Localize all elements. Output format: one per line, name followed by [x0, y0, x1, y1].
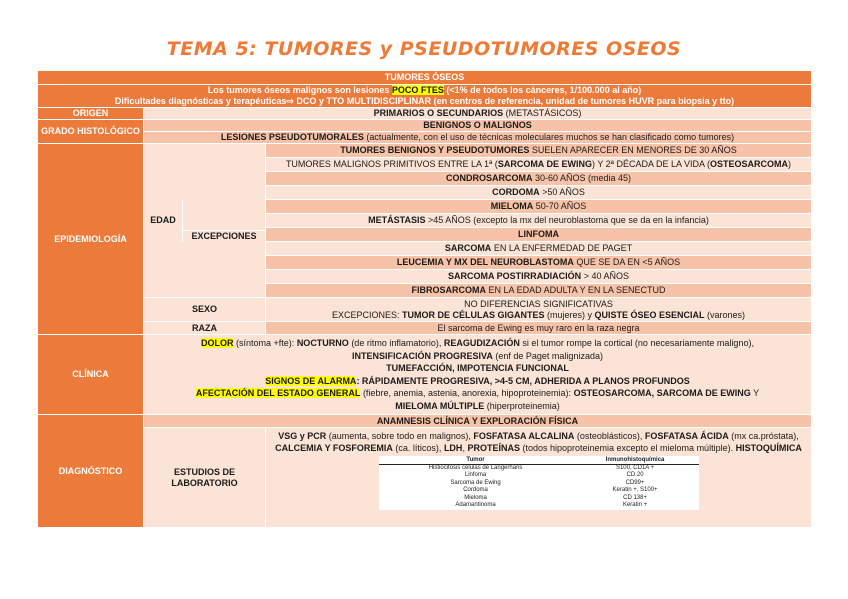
excepcion-row: SARCOMA POSTIRRADIACIÓN > 40 AÑOS — [266, 270, 812, 284]
grado-line1: BENIGNOS O MALIGNOS — [144, 120, 812, 132]
excepcion-row: LEUCEMIA Y MX DEL NEUROBLASTOMA QUE SE DA EN <5 AÑOS — [266, 256, 812, 270]
raza-label: RAZA — [144, 322, 266, 335]
excepciones-label: EXCEPCIONES — [182, 231, 265, 242]
table-row: Mieloma CD 138+ — [379, 494, 698, 502]
estudios-label: ESTUDIOS DE LABORATORIO — [144, 428, 266, 528]
table-row: Linfoma CD 20 — [379, 472, 698, 480]
histo-header: Inmunohistoquímica — [572, 457, 698, 465]
edad-label — [144, 144, 266, 298]
excepcion-row: MIELOMA 50-70 AÑOS — [266, 200, 812, 214]
epidemiologia-label: EPIDEMIOLOGÍA — [38, 144, 144, 335]
raza-value: El sarcoma de Ewing es muy raro en la raza negra — [266, 322, 812, 335]
table-row: Histiocitosis células de Langerhans S100, CD1A + — [379, 464, 698, 472]
grado-line2: LESIONES PSEUDOTUMORALES (actualmente, con el uso de técnicas moleculares muchos se han clasificado como tumores) — [144, 132, 812, 144]
tumores-table — [37, 70, 812, 528]
excepcion-row: SARCOMA EN LA ENFERMEDAD DE PAGET — [266, 242, 812, 256]
edad-label-text: EDAD — [150, 215, 176, 225]
origen-label: ORIGEN — [38, 108, 144, 120]
clinica-label: CLÍNICA — [38, 335, 144, 415]
histo-header-row — [379, 457, 698, 465]
table-row: Adamantinoma Keratin + — [379, 502, 698, 510]
diagnostico-label: DIAGNÓSTICO — [38, 415, 144, 528]
table-row: Sarcoma de Ewing CD99+ — [379, 479, 698, 487]
laboratorio-value: VSG y PCR (aumenta, sobre todo en malignos), FOSFATASA ALCALINA (osteoblásticos), FOSFATASA ÁCIDA (mx ca.próstata), CALCEMIA Y FOSFOREMIA (ca. líticos), LDH, PROTEÍNAS (todos hipoproteinemia excepto el mieloma múltiple). HISTOQUÍMICA Tumor Inmunohistoquímica Histiocitosis células de Langerhans S100, CD1A + Linfoma CD 20 Sarcoma de Ewing CD99+ Cordoma Keratin +, S100+ Mieloma CD 138+ Adamantinoma Keratin + — [266, 428, 812, 528]
anamnesis-cell: ANAMNESIS CLÍNICA Y EXPLORACIÓN FÍSICA — [144, 415, 812, 428]
histoquimica-table — [379, 456, 699, 510]
excepcion-row: CONDROSARCOMA 30-60 AÑOS (media 45) — [266, 172, 812, 186]
intro-line1-post: (<1% de todos los cánceres, 1/100.000 al año) — [443, 85, 642, 95]
sexo-label: SEXO — [144, 298, 266, 322]
clinica-value: DOLOR (síntoma +fte): NOCTURNO (de ritmo inflamatorio), REAGUDIZACIÓN si el tumor rompe la cortical (no necesariamente maligno), INTENSIFICACIÓN PROGRESIVA (enf de Paget malignizada) TUMEFACCIÓN, IMPOTENCIA FUNCIONAL SIGNOS DE ALARMA: RÁPIDAMENTE PROGRESIVA, >4-5 CM, ADHERIDA A PLANOS PROFUNDOS AFECTACIÓN DEL ESTADO GENERAL (fiebre, anemia, astenia, anorexia, hipoproteinemia): OSTEOSARCOMA, SARCOMA DE EWING Y MIELOMA MÚLTIPLE (hiperproteinemia) — [144, 335, 812, 415]
sexo-value: NO DIFERENCIAS SIGNIFICATIVAS EXCEPCIONES: TUMOR DE CÉLULAS GIGANTES (mujeres) y QUISTE ÓSEO ESENCIAL (varones) — [266, 298, 812, 322]
grado-label: GRADO HISTOLÓGICO — [38, 120, 144, 144]
intro-cell — [38, 85, 812, 108]
excepcion-row: CORDOMA >50 AÑOS — [266, 186, 812, 200]
intro-highlight: POCO FTES — [391, 85, 444, 95]
edad-row2: TUMORES MALIGNOS PRIMITIVOS ENTRE LA 1ª (SARCOMA DE EWING) Y 2ª DÉCADA DE LA VIDA (OSTEOSARCOMA) — [266, 158, 812, 172]
page-title: TEMA 5: TUMORES y PSEUDOTUMORES OSEOS — [166, 38, 682, 60]
edad-row1: TUMORES BENIGNOS Y PSEUDOTUMORES SUELEN APARECER EN MENORES DE 30 AÑOS — [266, 144, 812, 158]
intro-line2: Dificultades diagnósticas y terapéuticas⇨ DCO y TTO MULTIDISCIPLINAR (en centros de referencia, unidad de tumores HUVR para biopsia y tto) — [114, 96, 735, 106]
excepcion-row: METÁSTASIS >45 AÑOS (excepto la mx del neuroblastoma que se da en la infancia) — [266, 214, 812, 228]
origen-value: PRIMARIOS O SECUNDARIOS (METASTÁSICOS) — [144, 108, 812, 120]
histo-header: Tumor — [379, 457, 572, 465]
intro-line1-pre: Los tumores óseos malignos son lesiones — [207, 85, 392, 95]
excepcion-row: LINFOMA — [266, 228, 812, 242]
excepcion-row: FIBROSARCOMA EN LA EDAD ADULTA Y EN LA SENECTUD — [266, 284, 812, 298]
table-row: Cordoma Keratin +, S100+ — [379, 487, 698, 495]
section-header: TUMORES ÓSEOS — [38, 71, 812, 85]
